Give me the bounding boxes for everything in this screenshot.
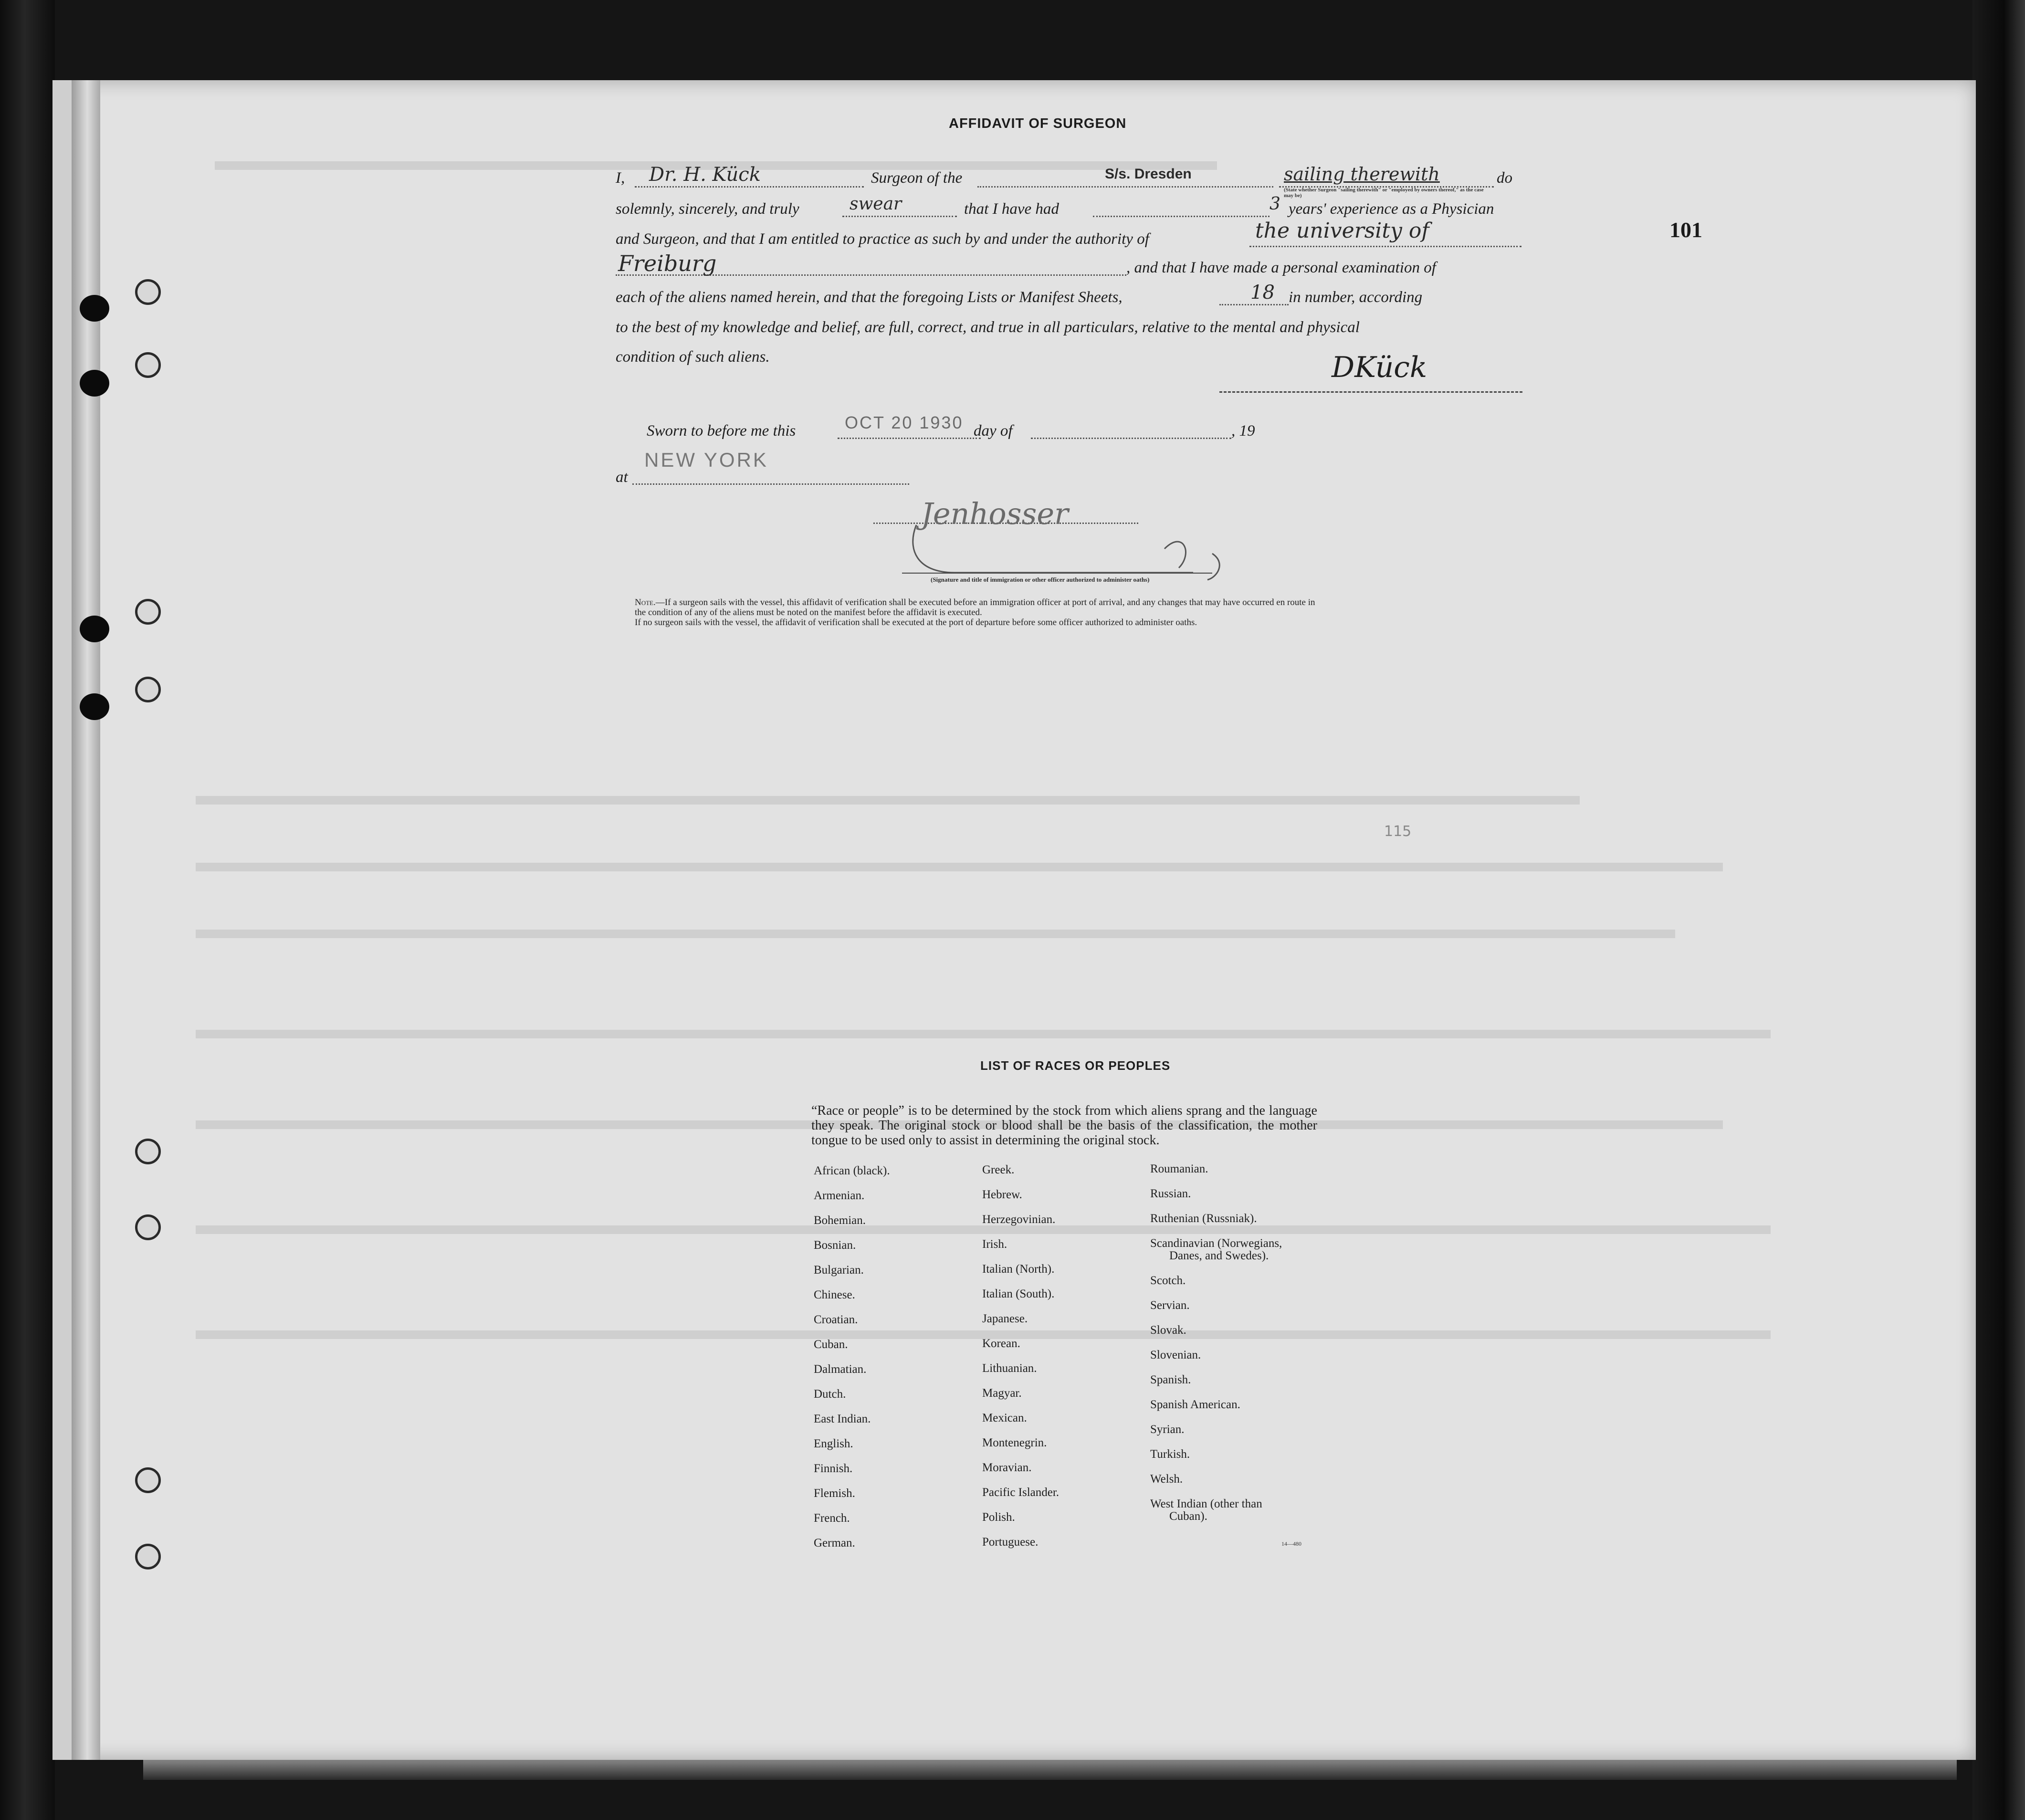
race-item: Italian (South). [982,1287,1055,1300]
note-text: —If a surgeon sails with the vessel, this affidavit of verification shall be executed before an immigration officer at port of arrival, and any changes that may have occurred en route in [655,597,1315,607]
binding-strip [72,80,100,1760]
race-item: African (black). [814,1164,890,1177]
note-label: Note. [635,597,656,607]
race-item: East Indian. [814,1412,871,1425]
race-item: Scandinavian (Norwegians, [1150,1237,1282,1250]
punch-hole [80,616,109,642]
fill-line [842,216,957,217]
race-item: Bosnian. [814,1239,856,1252]
sailing-status: sailing therewith [1284,164,1440,185]
race-item: Finnish. [814,1462,853,1475]
affidavit-text: , 19 [1231,422,1255,439]
bleed-through [196,863,1723,871]
punch-hole [80,370,109,397]
race-item: Italian (North). [982,1263,1055,1276]
page-number: 101 [1669,218,1702,242]
affidavit-text: day of [974,422,1013,439]
race-item: Moravian. [982,1461,1032,1474]
affidavit-title: AFFIDAVIT OF SURGEON [949,116,1127,131]
oath-word: swear [850,194,902,214]
punch-hole [80,295,109,322]
officer-signature-line [902,573,1212,574]
fill-line [1031,438,1231,439]
punch-hole [80,693,109,720]
race-item: Dutch. [814,1388,846,1401]
punch-hole [135,677,161,702]
punch-hole [135,1214,161,1240]
race-item: Herzegovinian. [982,1213,1056,1226]
affidavit-text: in number, according [1289,289,1423,306]
affidavit-text: Surgeon of the [871,169,963,187]
race-item: Dalmatian. [814,1363,867,1376]
affidavit-text: , and that I have made a personal examination of [1126,259,1436,276]
race-item: Scotch. [1150,1274,1186,1287]
affidavit-text: each of the aliens named herein, and that the foregoing Lists or Manifest Sheets, [616,289,1123,306]
races-intro: “Race or people” is to be determined by the stock from which aliens sprang and the language they speak. The original stock or blood shall be the basis of the classification, the mother tongue to be used only to assist in determining the original stock. [811,1103,1317,1148]
officer-caption: (Signature and title of immigration or other officer authorized to administer oaths) [931,576,1150,583]
punch-hole [135,352,161,378]
race-item: Pacific Islander. [982,1486,1060,1499]
race-item: Korean. [982,1337,1020,1350]
form-number: 14—480 [1281,1540,1301,1547]
race-item: Hebrew. [982,1188,1022,1201]
fill-line [1093,216,1270,217]
race-item: Magyar. [982,1387,1022,1400]
bleed-through [196,930,1675,938]
race-item: Slovak. [1150,1324,1186,1337]
bleed-through [196,1225,1771,1234]
surgeon-signature: DKück [1332,351,1427,384]
fill-line [1219,304,1289,305]
race-item: Servian. [1150,1299,1190,1312]
affidavit-text: do [1497,169,1512,187]
race-item: Mexican. [982,1412,1027,1424]
race-item: Polish. [982,1511,1015,1524]
race-item: French. [814,1512,850,1525]
authority-line-1: the university of [1255,219,1429,243]
race-item: English. [814,1437,853,1450]
affidavit-text: Sworn to before me this [647,422,796,439]
race-item: Turkish. [1150,1448,1190,1461]
race-item: Greek. [982,1163,1015,1176]
scan-right-edge [1973,0,2025,1820]
affidavit-text: condition of such aliens. [616,348,770,366]
punch-hole [135,599,161,625]
affidavit-text: I, [616,169,625,187]
race-item: Armenian. [814,1189,865,1202]
date-stamp: OCT 20 1930 [845,413,964,432]
race-item: Danes, and Swedes). [1169,1249,1269,1262]
punch-hole [135,1467,161,1493]
affidavit-text: and Surgeon, and that I am entitled to practice as such by and under the authority of [616,230,1149,248]
authority-line-2: Freiburg [618,251,717,276]
surgeon-name: Dr. H. Kück [649,164,761,186]
signature-line [1219,391,1522,393]
bleed-through [196,796,1580,805]
place-stamp: NEW YORK [644,449,768,471]
race-item: Lithuanian. [982,1362,1037,1375]
fill-line [1249,246,1521,247]
fill-line [838,438,981,439]
years-experience: 3 [1270,194,1280,214]
race-item: Slovenian. [1150,1349,1201,1361]
affidavit-text: to the best of my knowledge and belief, are full, correct, and true in all particulars, relative to the mental and physical [616,319,1360,336]
vessel-name: S/s. Dresden [1105,166,1192,182]
race-item: Welsh. [1150,1473,1183,1485]
race-item: Cuban. [814,1338,848,1351]
race-item: Japanese. [982,1312,1028,1325]
sailing-caption: (State whether Surgeon "sailing therewith" or "employed by owners thereof," as the case may be) [1284,187,1484,199]
affidavit-text: solemnly, sincerely, and truly [616,200,799,218]
fill-line [977,186,1273,188]
race-item: Cuban). [1169,1510,1207,1523]
race-item: Russian. [1150,1187,1191,1200]
race-item: Montenegrin. [982,1436,1047,1449]
affidavit-text: that I have had [964,200,1059,218]
punch-hole [135,279,161,305]
note-line [635,597,1315,607]
race-item: Roumanian. [1150,1162,1208,1175]
race-item: Ruthenian (Russniak). [1150,1212,1257,1225]
race-item: Bulgarian. [814,1264,864,1276]
note-text: the condition of any of the aliens must be noted on the manifest before the affidavit is executed. [635,607,982,617]
fill-line [632,483,909,485]
fill-line [635,186,864,188]
race-item: West Indian (other than [1150,1497,1262,1510]
bleed-through [196,1030,1771,1038]
note-text: If no surgeon sails with the vessel, the affidavit of verification shall be executed at the port of departure before some officer authorized to administer oaths. [635,617,1197,628]
race-item: Chinese. [814,1288,855,1301]
pencil-mark: 115 [1384,823,1412,840]
race-item: Bohemian. [814,1214,866,1227]
race-item: German. [814,1537,855,1549]
race-item: Syrian. [1150,1423,1185,1436]
race-item: Portuguese. [982,1536,1039,1548]
officer-signature: Jenhosser [921,496,1069,531]
race-item: Flemish. [814,1487,855,1500]
races-title: LIST OF RACES OR PEOPLES [980,1058,1171,1073]
race-item: Croatian. [814,1313,858,1326]
punch-hole [135,1139,161,1164]
affidavit-text: years' experience as a Physician [1289,200,1494,218]
race-item: Irish. [982,1238,1007,1251]
affidavit-text: at [616,469,628,486]
punch-hole [135,1544,161,1569]
race-item: Spanish. [1150,1373,1191,1386]
scan-left-edge [0,0,55,1820]
manifest-sheets-count: 18 [1250,282,1275,303]
race-item: Spanish American. [1150,1398,1240,1411]
